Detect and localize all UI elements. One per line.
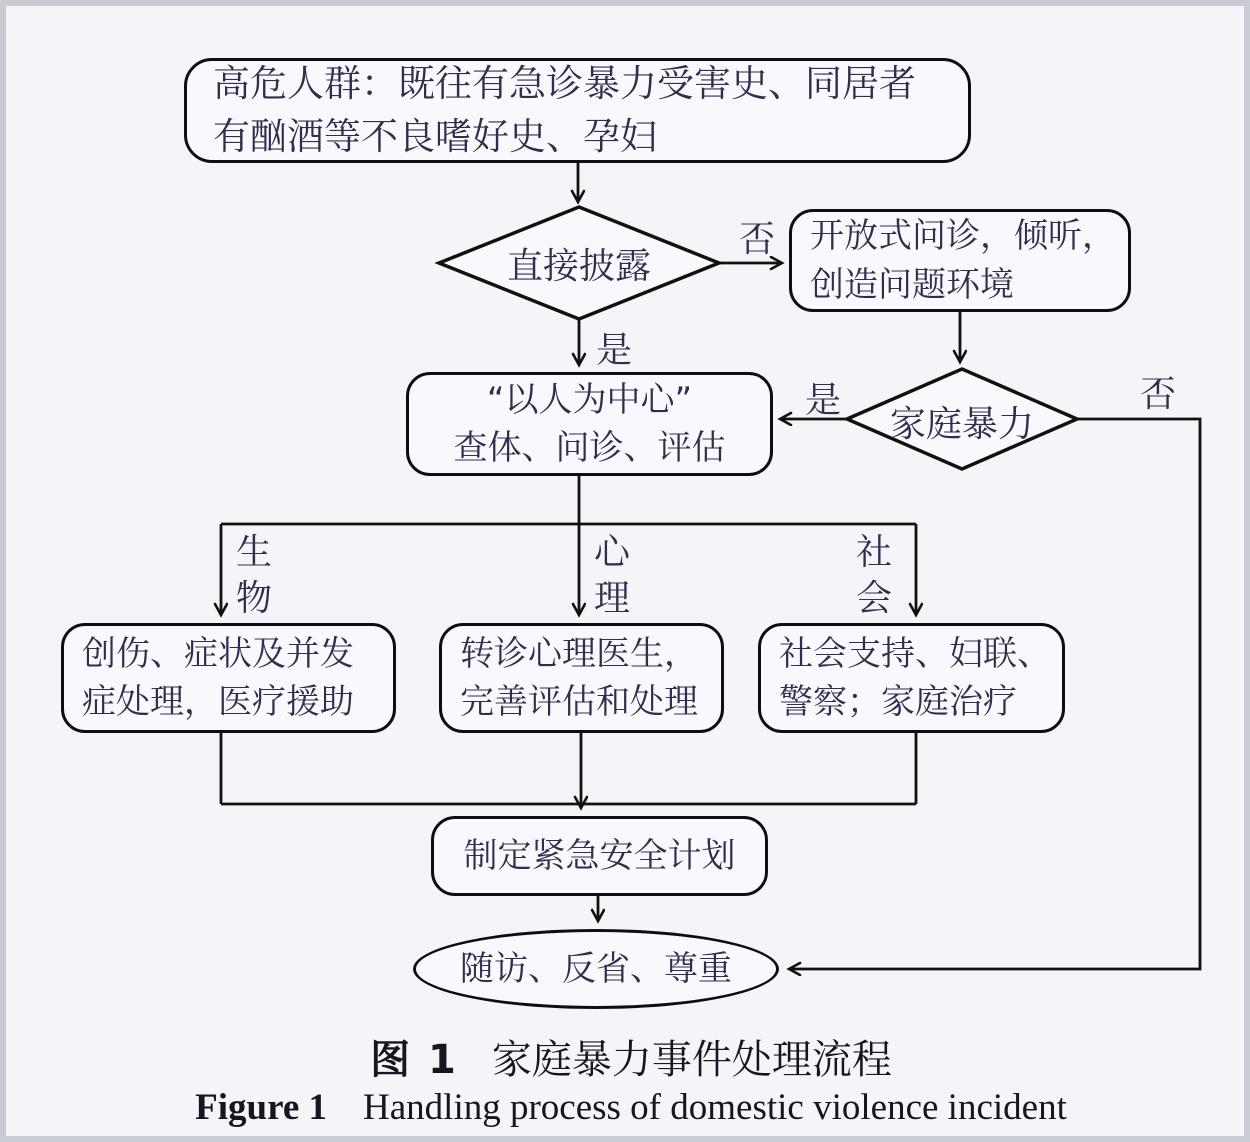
psych-line1: 转诊心理医生， bbox=[460, 633, 698, 674]
trauma-line2: 症处理，医疗援助 bbox=[82, 682, 354, 722]
psych-line2: 完善评估和处理 bbox=[460, 682, 698, 722]
edge-label-no1: 否 bbox=[739, 219, 776, 260]
follow-up-label: 随访、反省、尊重 bbox=[460, 948, 732, 989]
trauma-line1: 创伤、症状及并发 bbox=[82, 633, 354, 674]
branch-label-social: 社会 bbox=[856, 532, 893, 620]
social-line1: 社会支持、妇联、 bbox=[779, 633, 1051, 674]
caption-en-title: Handling process of domestic violence incident bbox=[363, 1087, 1067, 1128]
open-inquiry-line1: 开放式问诊，倾听， bbox=[810, 216, 1116, 257]
person-centered-line1: “以人为中心” bbox=[486, 379, 693, 420]
caption-english bbox=[6, 1086, 1250, 1129]
node-direct-disclosure-label: 直接披露 bbox=[506, 245, 651, 287]
node-follow-up bbox=[413, 929, 779, 1009]
caption-chinese bbox=[6, 1028, 1250, 1085]
person-centered-line2: 查体、问诊、评估 bbox=[453, 428, 726, 468]
caption-zh-number: 图 1 bbox=[370, 1037, 458, 1083]
caption-zh-title: 家庭暴力事件处理流程 bbox=[491, 1037, 892, 1083]
node-high-risk-group bbox=[184, 58, 971, 163]
edge-label-yes1: 是 bbox=[596, 330, 633, 371]
social-line2: 警察；家庭治疗 bbox=[779, 682, 1017, 722]
edge-label-yes2: 是 bbox=[805, 380, 842, 421]
node-psych-referral bbox=[439, 623, 724, 733]
branch-label-bio: 生物 bbox=[236, 532, 273, 620]
branch-label-psych: 心理 bbox=[594, 532, 631, 620]
edge-label-no2: 否 bbox=[1140, 374, 1177, 415]
open-inquiry-line2: 创造问题环境 bbox=[810, 264, 1014, 305]
safety-plan-label: 制定紧急安全计划 bbox=[463, 835, 736, 876]
node-social-support bbox=[758, 623, 1065, 733]
node-safety-plan bbox=[431, 816, 768, 896]
high-risk-line1: 高危人群：既往有急诊暴力受害史、同居者 bbox=[213, 61, 916, 105]
caption-en-number: Figure 1 bbox=[195, 1087, 328, 1128]
node-domestic-violence-label: 家庭暴力 bbox=[889, 403, 1034, 445]
high-risk-line2: 有酗酒等不良嗜好史、孕妇 bbox=[213, 114, 657, 158]
node-person-centered bbox=[406, 372, 773, 476]
node-trauma-care bbox=[61, 623, 396, 733]
node-open-inquiry bbox=[789, 209, 1131, 312]
